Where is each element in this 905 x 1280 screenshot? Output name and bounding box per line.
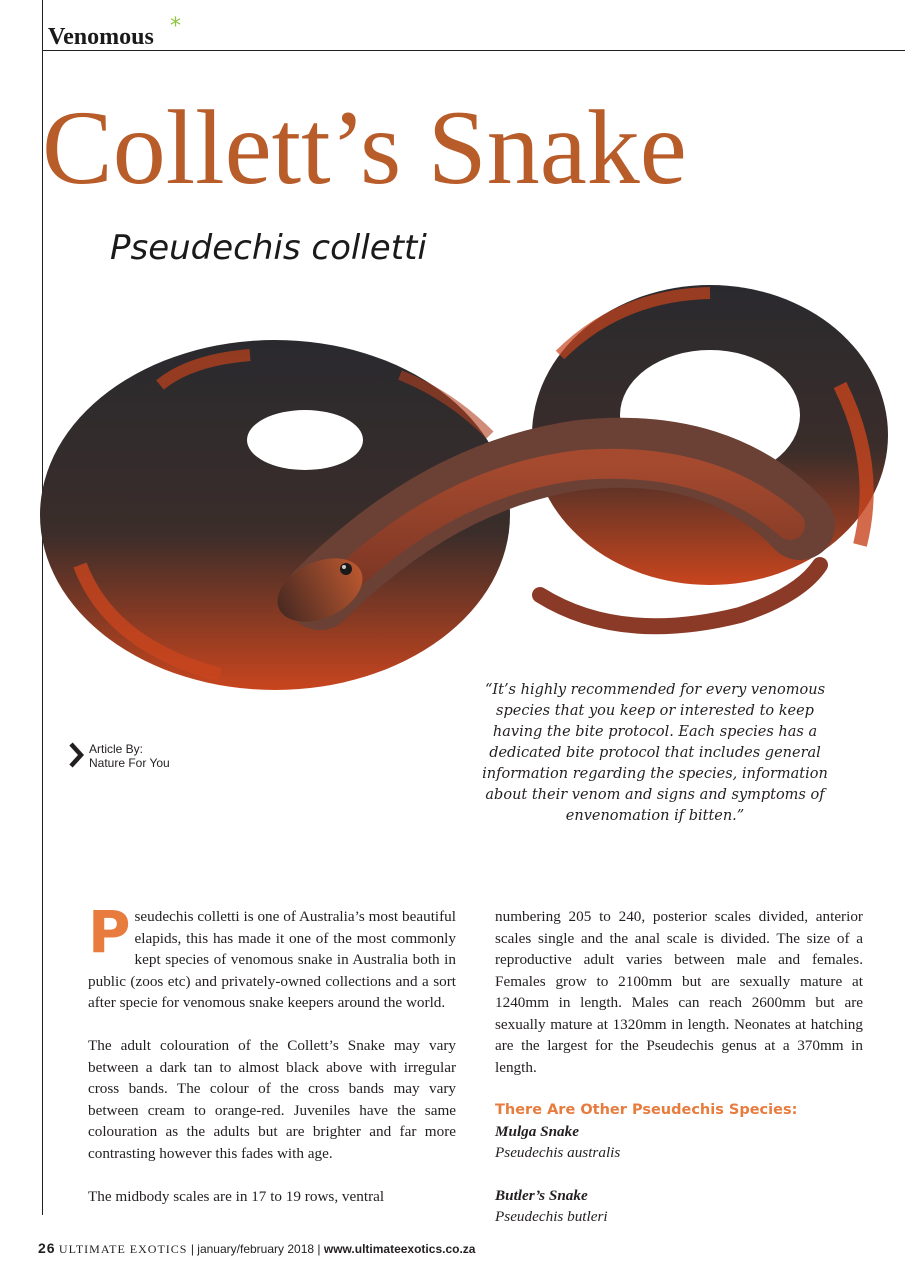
body-column-right: [495, 906, 863, 1228]
drop-cap: P: [88, 898, 131, 966]
species-heading: There Are Other Pseudechis Species:: [495, 1101, 798, 1118]
species-latin: Pseudechis australis: [495, 1144, 621, 1161]
paragraph-scales: The midbody scales are in 17 to 19 rows, ventral: [88, 1187, 385, 1205]
species-name: Butler’s Snake: [495, 1186, 588, 1204]
paragraph-intro-text: seudechis colletti is one of Australia’s most beautiful elapids, this has made it one of the most commonly kept species of venomous snake in Australia both in public (zoos etc) and privately-owned collections and a sort after specie for venomous snake keepers around the world.: [88, 908, 456, 1011]
body-column-left: [88, 898, 456, 1229]
article-subtitle: Pseudechis colletti: [110, 228, 427, 268]
snake-eye: [340, 563, 352, 575]
article-title: Collett’s Snake: [42, 89, 687, 206]
page-number: 26: [38, 1240, 56, 1256]
pull-quote: “It’s highly recommended for every venomous species that you keep or interested to keep having the bite protocol. Each species has a dedicated bite protocol that includes general information regarding the species, information about their venom and signs and symptoms of envenomation if bitten.”: [482, 682, 828, 824]
section-star: *: [170, 14, 181, 39]
byline-label: Article By:: [89, 742, 144, 756]
snake-photo: [20, 265, 900, 705]
magazine-name: ULTIMATE EXOTICS: [58, 1242, 188, 1256]
chevron-right-icon: [68, 742, 84, 768]
footer-separator: |: [190, 1242, 194, 1256]
paragraph-intro: [88, 898, 456, 1014]
website-link[interactable]: www.ultimateexotics.co.za: [323, 1242, 476, 1256]
paragraph-size: numbering 205 to 240, posterior scales divided, anterior scales single and the anal scale is divided. The size of a reproductive adult varies between male and females. Females grow to 2100mm but are sexually mature at 1240mm in length. Males can reach 2600mm but are sexually mature at 1320mm in length. Neonates at hatching are the largest for the Pseudechis genus at a 370mm in length.: [495, 908, 863, 1076]
byline-author: Nature For You: [89, 756, 170, 770]
header-rule: [42, 50, 905, 51]
paragraph-colouration: The adult colouration of the Collett’s Snake may vary between a dark tan to almost black above with irregular cross bands. The colour of the cross bands may vary between cream to orange-red. Juveniles have the same colouration as the adults but are brighter and far more contrasting however this fades with age.: [88, 1037, 456, 1162]
page-footer: [38, 1240, 475, 1257]
species-latin: Pseudechis butleri: [495, 1208, 608, 1225]
issue-date: january/february 2018: [197, 1242, 315, 1256]
species-name: Mulga Snake: [495, 1122, 579, 1140]
footer-separator: |: [317, 1242, 321, 1256]
section-label: Venomous: [48, 24, 154, 50]
article-byline: [68, 742, 170, 770]
